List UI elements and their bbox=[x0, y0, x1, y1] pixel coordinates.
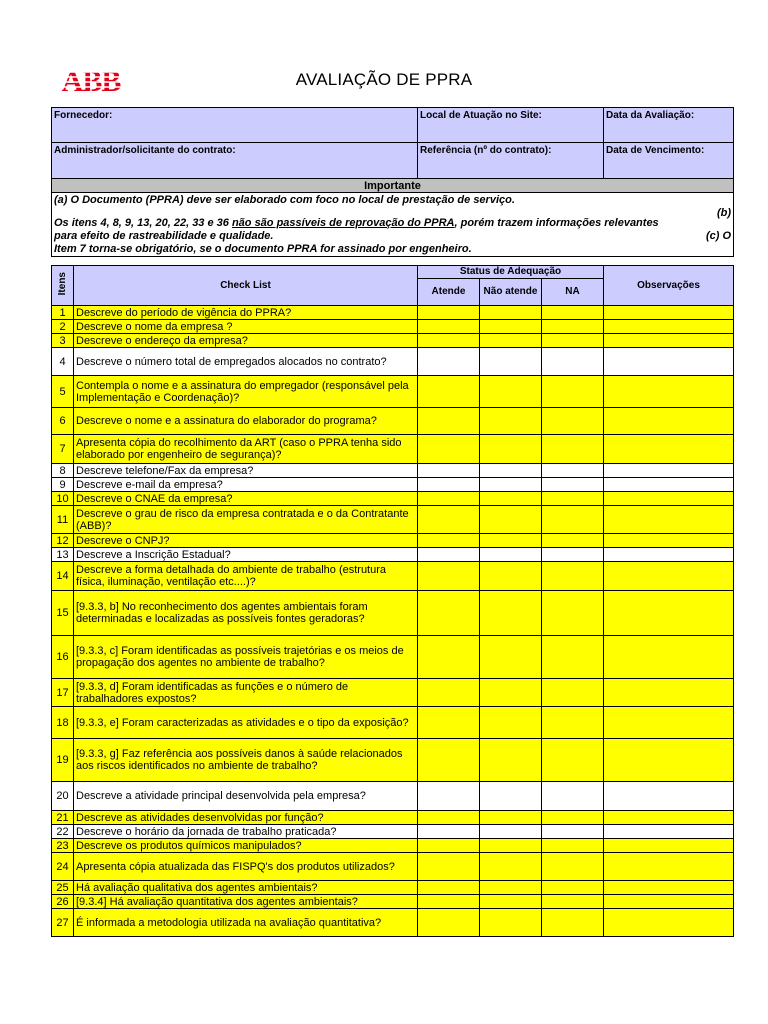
item-number: 11 bbox=[52, 506, 74, 534]
observacoes-cell[interactable] bbox=[604, 348, 734, 376]
na-cell[interactable] bbox=[542, 636, 604, 679]
na-cell[interactable] bbox=[542, 492, 604, 506]
item-number: 19 bbox=[52, 739, 74, 782]
observacoes-cell[interactable] bbox=[604, 881, 734, 895]
na-cell[interactable] bbox=[542, 320, 604, 334]
note-c: Item 7 torna-se obrigatório, se o documento PPRA for assinado por engenheiro. bbox=[54, 243, 472, 255]
data-vencimento-field[interactable]: Data de Vencimento: bbox=[604, 143, 734, 179]
na-cell[interactable] bbox=[542, 408, 604, 435]
observacoes-cell[interactable] bbox=[604, 408, 734, 435]
item-question: [9.3.3, g] Faz referência aos possíveis danos à saúde relacionados aos riscos identificados no ambiente de trabalho? bbox=[74, 739, 418, 782]
referencia-field[interactable]: Referência (nº do contrato): bbox=[418, 143, 604, 179]
nao-atende-cell[interactable] bbox=[480, 811, 542, 825]
atende-cell[interactable] bbox=[418, 636, 480, 679]
observacoes-cell[interactable] bbox=[604, 782, 734, 811]
item-number: 22 bbox=[52, 825, 74, 839]
item-question: Descreve a Inscrição Estadual? bbox=[74, 548, 418, 562]
item-question: Contempla o nome e a assinatura do empregador (responsável pela Implementação e Coordenação)? bbox=[74, 376, 418, 408]
atende-cell[interactable] bbox=[418, 376, 480, 408]
item-question: [9.3.4] Há avaliação quantitativa dos agentes ambientais? bbox=[74, 895, 418, 909]
observacoes-cell[interactable] bbox=[604, 506, 734, 534]
na-cell[interactable] bbox=[542, 707, 604, 739]
table-row bbox=[52, 334, 734, 348]
table-row bbox=[52, 562, 734, 591]
note-b-tag: (b) bbox=[716, 207, 731, 219]
observacoes-cell[interactable] bbox=[604, 492, 734, 506]
na-cell[interactable] bbox=[542, 782, 604, 811]
observacoes-cell[interactable] bbox=[604, 306, 734, 320]
atende-cell[interactable] bbox=[418, 306, 480, 320]
atende-cell[interactable] bbox=[418, 534, 480, 548]
nao-atende-cell[interactable] bbox=[480, 739, 542, 782]
item-question: [9.3.3, c] Foram identificadas as possíveis trajetórias e os meios de propagação dos agentes no ambiente de trabalho? bbox=[74, 636, 418, 679]
item-question: [9.3.3, e] Foram caracterizadas as atividades e o tipo da exposição? bbox=[74, 707, 418, 739]
atende-cell[interactable] bbox=[418, 348, 480, 376]
nao-atende-cell[interactable] bbox=[480, 506, 542, 534]
item-number: 12 bbox=[52, 534, 74, 548]
nao-atende-cell[interactable] bbox=[480, 895, 542, 909]
item-question: Descreve a atividade principal desenvolvida pela empresa? bbox=[74, 782, 418, 811]
col-checklist-header: Check List bbox=[74, 266, 418, 306]
item-question: Descreve o horário da jornada de trabalho praticada? bbox=[74, 825, 418, 839]
table-row bbox=[52, 320, 734, 334]
na-cell[interactable] bbox=[542, 679, 604, 707]
na-cell[interactable] bbox=[542, 739, 604, 782]
note-a: (a) O Documento (PPRA) deve ser elaborado com foco no local de prestação de serviço. bbox=[54, 194, 515, 206]
atende-cell[interactable] bbox=[418, 782, 480, 811]
item-question: Descreve a forma detalhada do ambiente de trabalho (estrutura física, iluminação, ventilação etc....)? bbox=[74, 562, 418, 591]
na-cell[interactable] bbox=[542, 895, 604, 909]
atende-cell[interactable] bbox=[418, 591, 480, 636]
item-question: Descreve o nome e a assinatura do elaborador do programa? bbox=[74, 408, 418, 435]
nao-atende-cell[interactable] bbox=[480, 591, 542, 636]
item-question: Descreve o CNAE da empresa? bbox=[74, 492, 418, 506]
item-number: 24 bbox=[52, 853, 74, 881]
atende-cell[interactable] bbox=[418, 679, 480, 707]
observacoes-cell[interactable] bbox=[604, 909, 734, 937]
observacoes-cell[interactable] bbox=[604, 548, 734, 562]
importante-notes bbox=[52, 193, 734, 257]
table-row bbox=[52, 636, 734, 679]
atende-cell[interactable] bbox=[418, 464, 480, 478]
table-row bbox=[52, 548, 734, 562]
table-row bbox=[52, 811, 734, 825]
note-b-underline: não são passíveis de reprovação do PPRA bbox=[231, 217, 455, 229]
nao-atende-cell[interactable] bbox=[480, 376, 542, 408]
note-b-post: , porém trazem informações relevantes bbox=[454, 217, 659, 229]
item-question: Descreve o nome da empresa ? bbox=[74, 320, 418, 334]
atende-cell[interactable] bbox=[418, 334, 480, 348]
header-table bbox=[51, 107, 734, 257]
item-question: [9.3.3, b] No reconhecimento dos agentes ambientais foram determinadas e localizadas as possíveis fontes geradoras? bbox=[74, 591, 418, 636]
item-number: 7 bbox=[52, 435, 74, 464]
nao-atende-cell[interactable] bbox=[480, 435, 542, 464]
nao-atende-cell[interactable] bbox=[480, 636, 542, 679]
nao-atende-cell[interactable] bbox=[480, 853, 542, 881]
col-na-header: NA bbox=[542, 279, 604, 306]
item-number: 1 bbox=[52, 306, 74, 320]
na-cell[interactable] bbox=[542, 478, 604, 492]
observacoes-cell[interactable] bbox=[604, 534, 734, 548]
nao-atende-cell[interactable] bbox=[480, 825, 542, 839]
page-title: AVALIAÇÃO DE PPRA bbox=[295, 70, 473, 89]
item-question: Apresenta cópia do recolhimento da ART (caso o PPRA tenha sido elaborado por engenheiro de segurança)? bbox=[74, 435, 418, 464]
item-question: Descreve as atividades desenvolvidas por função? bbox=[74, 811, 418, 825]
atende-cell[interactable] bbox=[418, 739, 480, 782]
col-itens-header bbox=[52, 266, 74, 306]
observacoes-cell[interactable] bbox=[604, 839, 734, 853]
col-observacoes-header: Observações bbox=[604, 266, 734, 306]
item-number: 23 bbox=[52, 839, 74, 853]
na-cell[interactable] bbox=[542, 464, 604, 478]
item-number: 3 bbox=[52, 334, 74, 348]
item-number: 26 bbox=[52, 895, 74, 909]
nao-atende-cell[interactable] bbox=[480, 408, 542, 435]
item-number: 2 bbox=[52, 320, 74, 334]
atende-cell[interactable] bbox=[418, 909, 480, 937]
observacoes-cell[interactable] bbox=[604, 636, 734, 679]
nao-atende-cell[interactable] bbox=[480, 562, 542, 591]
na-cell[interactable] bbox=[542, 534, 604, 548]
nao-atende-cell[interactable] bbox=[480, 464, 542, 478]
nao-atende-cell[interactable] bbox=[480, 839, 542, 853]
note-b bbox=[54, 217, 731, 230]
item-number: 4 bbox=[52, 348, 74, 376]
na-cell[interactable] bbox=[542, 839, 604, 853]
table-row bbox=[52, 506, 734, 534]
nao-atende-cell[interactable] bbox=[480, 334, 542, 348]
nao-atende-cell[interactable] bbox=[480, 909, 542, 937]
item-number: 17 bbox=[52, 679, 74, 707]
observacoes-cell[interactable] bbox=[604, 464, 734, 478]
col-status-header: Status de Adequação bbox=[418, 266, 604, 279]
table-row bbox=[52, 825, 734, 839]
atende-cell[interactable] bbox=[418, 506, 480, 534]
item-question: Descreve o endereço da empresa? bbox=[74, 334, 418, 348]
observacoes-cell[interactable] bbox=[604, 435, 734, 464]
data-avaliacao-field[interactable]: Data da Avaliação: bbox=[604, 108, 734, 143]
table-row bbox=[52, 435, 734, 464]
nao-atende-cell[interactable] bbox=[480, 478, 542, 492]
item-number: 20 bbox=[52, 782, 74, 811]
table-row bbox=[52, 478, 734, 492]
atende-cell[interactable] bbox=[418, 408, 480, 435]
na-cell[interactable] bbox=[542, 881, 604, 895]
observacoes-cell[interactable] bbox=[604, 895, 734, 909]
na-cell[interactable] bbox=[542, 506, 604, 534]
nao-atende-cell[interactable] bbox=[480, 782, 542, 811]
nao-atende-cell[interactable] bbox=[480, 707, 542, 739]
table-row bbox=[52, 464, 734, 478]
fornecedor-field[interactable]: Fornecedor: bbox=[52, 108, 418, 143]
na-cell[interactable] bbox=[542, 435, 604, 464]
observacoes-cell[interactable] bbox=[604, 825, 734, 839]
nao-atende-cell[interactable] bbox=[480, 881, 542, 895]
item-question: Apresenta cópia atualizada das FISPQ's dos produtos utilizados? bbox=[74, 853, 418, 881]
item-number: 15 bbox=[52, 591, 74, 636]
item-question: Descreve telefone/Fax da empresa? bbox=[74, 464, 418, 478]
item-number: 10 bbox=[52, 492, 74, 506]
atende-cell[interactable] bbox=[418, 881, 480, 895]
checklist-table bbox=[51, 265, 734, 937]
atende-cell[interactable] bbox=[418, 548, 480, 562]
atende-cell[interactable] bbox=[418, 825, 480, 839]
col-atende-header: Atende bbox=[418, 279, 480, 306]
item-question: Descreve o CNPJ? bbox=[74, 534, 418, 548]
atende-cell[interactable] bbox=[418, 895, 480, 909]
table-row bbox=[52, 534, 734, 548]
observacoes-cell[interactable] bbox=[604, 707, 734, 739]
na-cell[interactable] bbox=[542, 334, 604, 348]
table-row bbox=[52, 895, 734, 909]
atende-cell[interactable] bbox=[418, 707, 480, 739]
observacoes-cell[interactable] bbox=[604, 853, 734, 881]
na-cell[interactable] bbox=[542, 548, 604, 562]
table-row bbox=[52, 839, 734, 853]
atende-cell[interactable] bbox=[418, 478, 480, 492]
item-number: 13 bbox=[52, 548, 74, 562]
table-row bbox=[52, 707, 734, 739]
table-row bbox=[52, 881, 734, 895]
observacoes-cell[interactable] bbox=[604, 679, 734, 707]
nao-atende-cell[interactable] bbox=[480, 534, 542, 548]
atende-cell[interactable] bbox=[418, 492, 480, 506]
nao-atende-cell[interactable] bbox=[480, 679, 542, 707]
item-number: 25 bbox=[52, 881, 74, 895]
note-b-line2: para efeito de rastreabilidade e qualidade. bbox=[54, 230, 274, 242]
table-row bbox=[52, 376, 734, 408]
observacoes-cell[interactable] bbox=[604, 376, 734, 408]
importante-heading: Importante bbox=[52, 179, 734, 193]
nao-atende-cell[interactable] bbox=[480, 348, 542, 376]
observacoes-cell[interactable] bbox=[604, 320, 734, 334]
item-question: Descreve os produtos químicos manipulados? bbox=[74, 839, 418, 853]
nao-atende-cell[interactable] bbox=[480, 492, 542, 506]
table-row bbox=[52, 348, 734, 376]
svg-text:ABB: ABB bbox=[61, 66, 121, 96]
atende-cell[interactable] bbox=[418, 853, 480, 881]
na-cell[interactable] bbox=[542, 909, 604, 937]
checklist-body bbox=[52, 306, 734, 937]
note-c-tag: (c) O bbox=[705, 230, 731, 242]
nao-atende-cell[interactable] bbox=[480, 306, 542, 320]
na-cell[interactable] bbox=[542, 811, 604, 825]
na-cell[interactable] bbox=[542, 853, 604, 881]
table-row bbox=[52, 853, 734, 881]
observacoes-cell[interactable] bbox=[604, 811, 734, 825]
item-number: 18 bbox=[52, 707, 74, 739]
nao-atende-cell[interactable] bbox=[480, 548, 542, 562]
observacoes-cell[interactable] bbox=[604, 591, 734, 636]
na-cell[interactable] bbox=[542, 376, 604, 408]
observacoes-cell[interactable] bbox=[604, 478, 734, 492]
item-question: [9.3.3, d] Foram identificadas as funções e o número de trabalhadores expostos? bbox=[74, 679, 418, 707]
item-number: 5 bbox=[52, 376, 74, 408]
na-cell[interactable] bbox=[542, 562, 604, 591]
item-number: 9 bbox=[52, 478, 74, 492]
observacoes-cell[interactable] bbox=[604, 562, 734, 591]
item-question: Há avaliação qualitativa dos agentes ambientais? bbox=[74, 881, 418, 895]
observacoes-cell[interactable] bbox=[604, 739, 734, 782]
atende-cell[interactable] bbox=[418, 839, 480, 853]
table-row bbox=[52, 739, 734, 782]
item-question: Descreve e-mail da empresa? bbox=[74, 478, 418, 492]
col-itens-label: Itens bbox=[56, 271, 68, 296]
nao-atende-cell[interactable] bbox=[480, 320, 542, 334]
observacoes-cell[interactable] bbox=[604, 334, 734, 348]
table-row bbox=[52, 408, 734, 435]
table-row bbox=[52, 591, 734, 636]
atende-cell[interactable] bbox=[418, 562, 480, 591]
note-b-pre: Os itens 4, 8, 9, 13, 20, 22, 33 e 36 bbox=[54, 217, 232, 229]
na-cell[interactable] bbox=[542, 825, 604, 839]
table-row bbox=[52, 909, 734, 937]
item-number: 8 bbox=[52, 464, 74, 478]
local-atuacao-field[interactable]: Local de Atuação no Site: bbox=[418, 108, 604, 143]
item-number: 27 bbox=[52, 909, 74, 937]
atende-cell[interactable] bbox=[418, 320, 480, 334]
table-row bbox=[52, 492, 734, 506]
item-number: 16 bbox=[52, 636, 74, 679]
administrador-field[interactable]: Administrador/solicitante do contrato: bbox=[52, 143, 418, 179]
atende-cell[interactable] bbox=[418, 435, 480, 464]
item-number: 6 bbox=[52, 408, 74, 435]
table-row bbox=[52, 306, 734, 320]
atende-cell[interactable] bbox=[418, 811, 480, 825]
table-row bbox=[52, 679, 734, 707]
col-nao-atende-header: Não atende bbox=[480, 279, 542, 306]
item-question: É informada a metodologia utilizada na avaliação quantitativa? bbox=[74, 909, 418, 937]
item-question: Descreve do período de vigência do PPRA? bbox=[74, 306, 418, 320]
na-cell[interactable] bbox=[542, 306, 604, 320]
item-question: Descreve o grau de risco da empresa contratada e o da Contratante (ABB)? bbox=[74, 506, 418, 534]
na-cell[interactable] bbox=[542, 348, 604, 376]
item-number: 21 bbox=[52, 811, 74, 825]
table-row bbox=[52, 782, 734, 811]
item-question: Descreve o número total de empregados alocados no contrato? bbox=[74, 348, 418, 376]
na-cell[interactable] bbox=[542, 591, 604, 636]
item-number: 14 bbox=[52, 562, 74, 591]
